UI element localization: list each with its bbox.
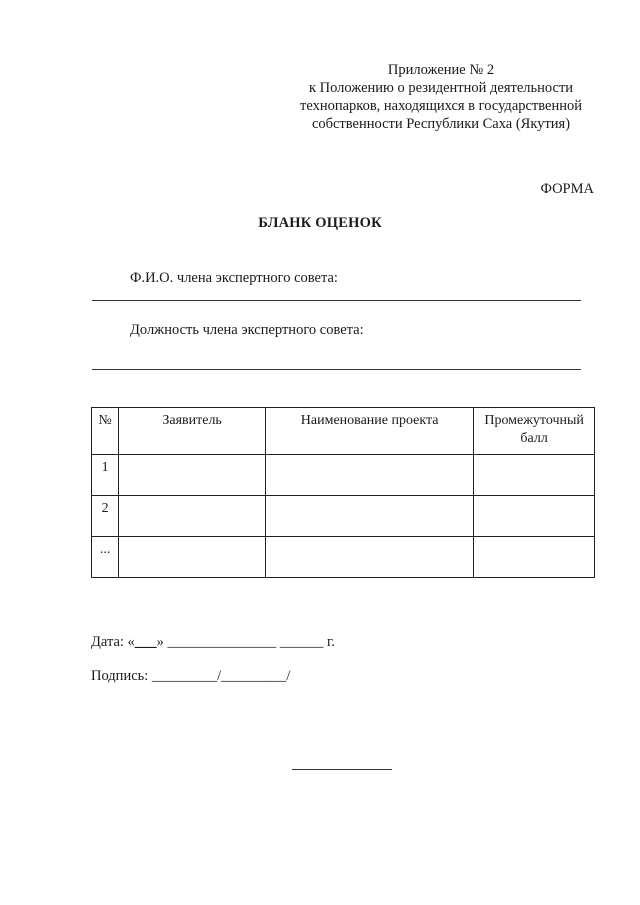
project-name-cell[interactable]: [266, 455, 474, 496]
row-number: 2: [92, 496, 119, 537]
date-field[interactable]: [91, 634, 335, 651]
date-day-blank[interactable]: ___: [134, 634, 157, 650]
interim-score-cell[interactable]: [474, 496, 595, 537]
document-title: БЛАНК ОЦЕНОК: [258, 215, 382, 231]
applicant-cell[interactable]: [119, 455, 266, 496]
expert-name-label: Ф.И.О. члена экспертного совета:: [130, 270, 338, 286]
date-prefix: Дата: «: [91, 634, 135, 650]
table-row: [92, 496, 595, 537]
expert-position-line[interactable]: [92, 369, 581, 370]
interim-score-cell[interactable]: [474, 537, 595, 578]
header-project-name: Наименование проекта: [266, 408, 474, 455]
interim-score-cell[interactable]: [474, 455, 595, 496]
header-applicant: Заявитель: [119, 408, 266, 455]
appendix-line-4: собственности Республики Саха (Якутия): [311, 116, 571, 132]
appendix-line-1: Приложение № 2: [387, 62, 495, 78]
project-name-cell[interactable]: [266, 537, 474, 578]
header-interim-score: Промежуточный балл: [474, 408, 595, 455]
row-number: 1: [92, 455, 119, 496]
header-number: №: [92, 408, 119, 455]
applicant-cell[interactable]: [119, 496, 266, 537]
row-number: ...: [92, 537, 119, 578]
applicant-cell[interactable]: [119, 537, 266, 578]
form-label: ФОРМА: [540, 181, 594, 197]
expert-position-label: Должность члена экспертного совета:: [130, 322, 364, 338]
appendix-header: [282, 61, 600, 133]
appendix-line-2: к Положению о резидентной деятельности: [308, 80, 574, 96]
bottom-signature-line: [292, 769, 392, 770]
expert-name-line[interactable]: [92, 300, 581, 301]
table-header-row: [92, 408, 595, 455]
table-row: [92, 455, 595, 496]
date-rest: » _______________ ______ г.: [156, 634, 335, 650]
appendix-line-3: технопарков, находящихся в государственной: [299, 98, 582, 114]
project-name-cell[interactable]: [266, 496, 474, 537]
signature-field[interactable]: Подпись: _________/_________/: [91, 668, 291, 684]
table-row: [92, 537, 595, 578]
scores-table: [91, 407, 595, 578]
